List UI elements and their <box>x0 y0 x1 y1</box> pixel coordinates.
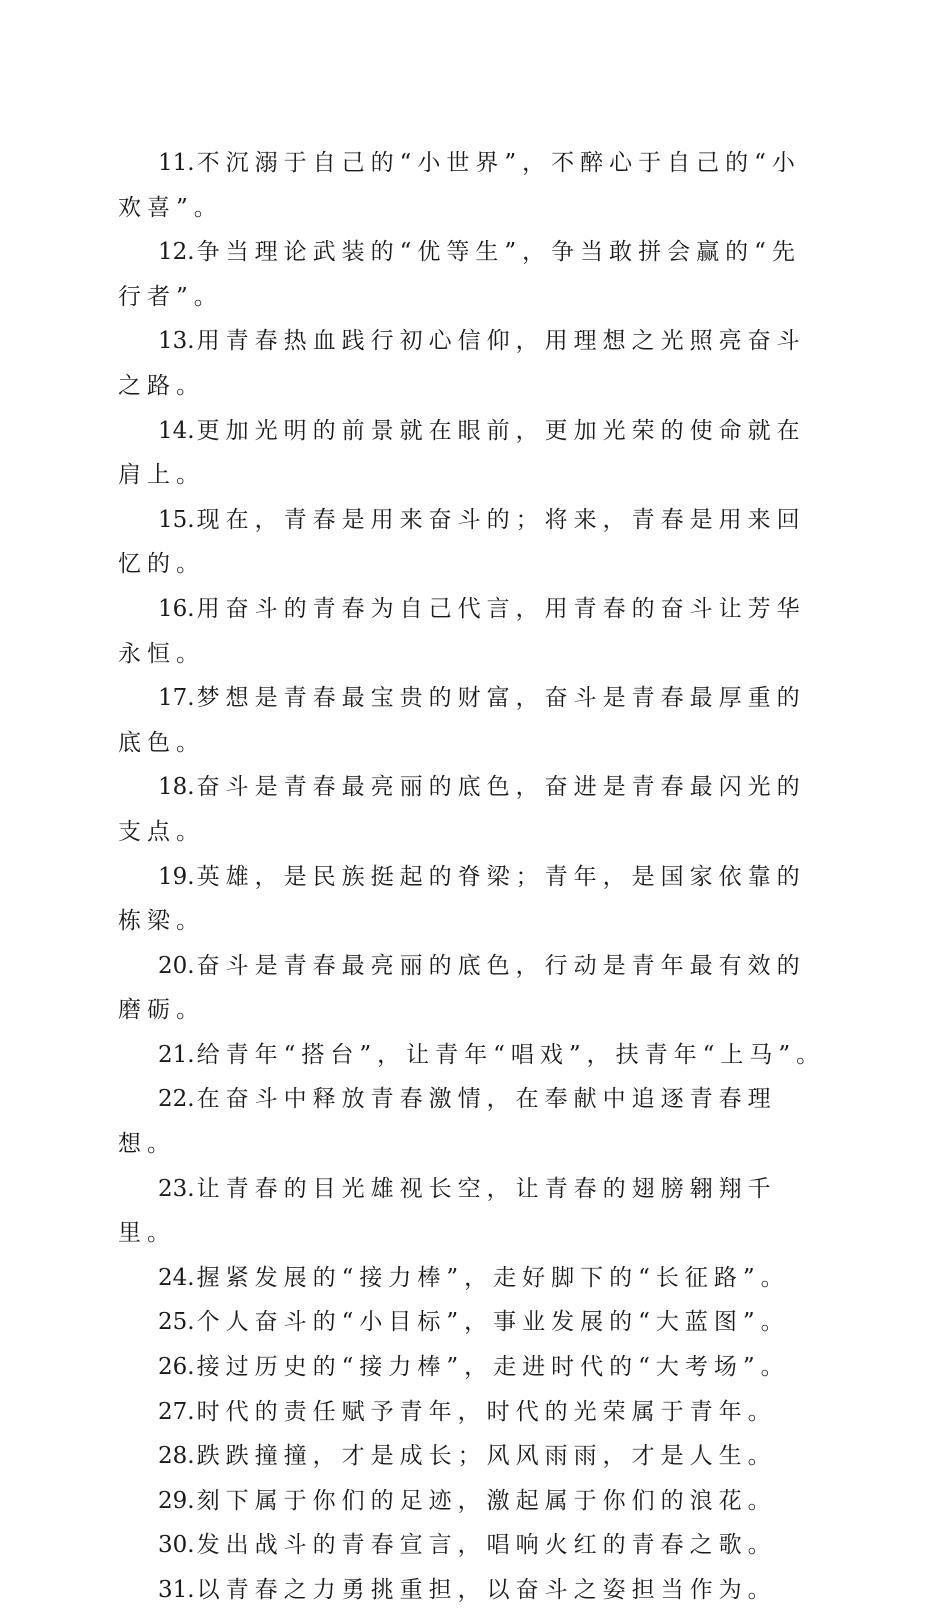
item-number: 20. <box>158 952 195 979</box>
item-text: 握紧发展的“接力棒”，走好脚下的“长征路”。 <box>196 1264 790 1291</box>
list-item <box>118 1390 828 1435</box>
list-item <box>118 1033 828 1078</box>
list-item <box>118 409 828 498</box>
item-text: 奋斗是青春最亮丽的底色，奋进是青春最闪光的支点。 <box>118 774 806 845</box>
item-text: 更加光明的前景就在眼前，更加光荣的使命就在肩上。 <box>118 417 806 489</box>
item-text: 梦想是青春最宝贵的财富，奋斗是青春最厚重的底色。 <box>118 685 806 756</box>
item-number: 19. <box>158 863 195 890</box>
list-item <box>118 1479 828 1524</box>
item-text: 用青春热血践行初心信仰，用理想之光照亮奋斗之路。 <box>118 328 806 399</box>
list-item <box>118 1345 828 1390</box>
slogan-list <box>118 141 828 1613</box>
item-number: 12. <box>158 239 195 266</box>
list-item <box>118 1568 828 1613</box>
item-number: 14. <box>158 417 195 444</box>
item-number: 31. <box>158 1577 195 1603</box>
item-text: 发出战斗的青春宣言，唱响火红的青春之歌。 <box>196 1532 777 1559</box>
item-text: 让青春的目光雄视长空，让青春的翅膀翱翔千里。 <box>118 1175 777 1247</box>
item-number: 23. <box>158 1175 195 1202</box>
item-number: 15. <box>158 506 195 533</box>
item-text: 接过历史的“接力棒”，走进时代的“大考场”。 <box>196 1354 790 1381</box>
item-text: 现在，青春是用来奋斗的；将来，青春是用来回忆的。 <box>118 506 806 578</box>
item-number: 27. <box>158 1398 195 1425</box>
item-text: 以青春之力勇挑重担，以奋斗之姿担当作为。 <box>196 1577 777 1603</box>
list-item <box>118 944 828 1033</box>
item-number: 29. <box>158 1487 195 1514</box>
list-item <box>118 230 828 319</box>
item-text: 用奋斗的青春为自己代言，用青春的奋斗让芳华永恒。 <box>118 595 806 667</box>
item-number: 30. <box>158 1532 195 1559</box>
list-item <box>118 676 828 765</box>
list-item <box>118 587 828 676</box>
item-text: 给青年“搭台”，让青年“唱戏”，扶青年“上马”。 <box>196 1041 826 1068</box>
item-number: 28. <box>158 1443 195 1470</box>
item-number: 16. <box>158 595 195 622</box>
item-number: 25. <box>158 1309 195 1336</box>
item-text: 奋斗是青春最亮丽的底色，行动是青年最有效的磨砺。 <box>118 952 806 1024</box>
list-item <box>118 319 828 408</box>
item-number: 24. <box>158 1264 195 1291</box>
item-number: 13. <box>158 328 195 355</box>
item-number: 22. <box>158 1086 195 1113</box>
list-item <box>118 1256 828 1301</box>
list-item <box>118 1167 828 1256</box>
list-item <box>118 1077 828 1166</box>
list-item <box>118 765 828 854</box>
list-item <box>118 1300 828 1345</box>
item-text: 个人奋斗的“小目标”，事业发展的“大蓝图”。 <box>196 1309 790 1336</box>
list-item <box>118 1434 828 1479</box>
item-text: 时代的责任赋予青年，时代的光荣属于青年。 <box>196 1398 777 1425</box>
item-number: 17. <box>158 685 195 712</box>
item-text: 跌跌撞撞，才是成长；风风雨雨，才是人生。 <box>196 1443 777 1470</box>
item-text: 刻下属于你们的足迹，激起属于你们的浪花。 <box>196 1487 777 1514</box>
list-item <box>118 1523 828 1568</box>
list-item <box>118 498 828 587</box>
item-number: 21. <box>158 1041 195 1068</box>
item-number: 18. <box>158 774 195 801</box>
item-text: 英雄，是民族挺起的脊梁；青年，是国家依靠的栋梁。 <box>118 863 806 935</box>
list-item <box>118 141 828 230</box>
item-text: 争当理论武装的“优等生”，争当敢拼会赢的“先行者”。 <box>118 239 801 310</box>
item-text: 在奋斗中释放青春激情，在奉献中追逐青春理想。 <box>118 1086 777 1158</box>
item-text: 不沉溺于自己的“小世界”，不醉心于自己的“小欢喜”。 <box>118 150 801 221</box>
list-item <box>118 855 828 944</box>
item-number: 26. <box>158 1354 195 1381</box>
item-number: 11. <box>158 150 195 176</box>
